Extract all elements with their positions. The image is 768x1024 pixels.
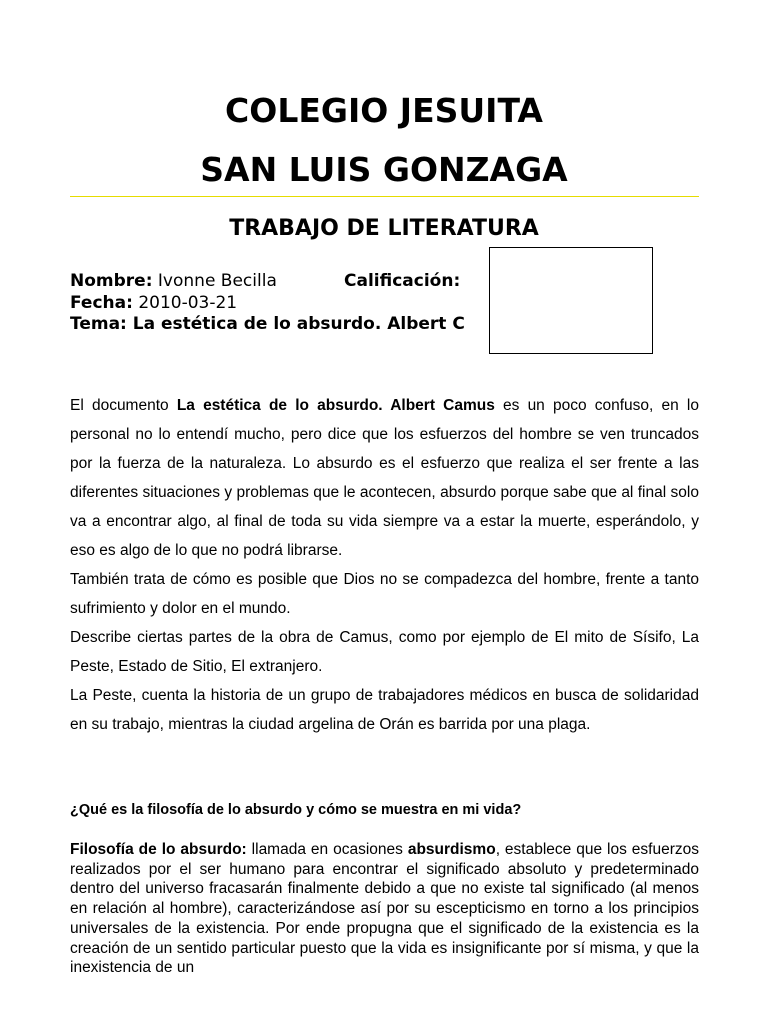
- grade-row: [344, 270, 460, 292]
- grade-box: [489, 247, 653, 354]
- section-question: ¿Qué es la filosofía de lo absurdo y cómo se muestra en mi vida?: [70, 802, 522, 818]
- philosophy-text-1: llamada en ocasiones: [246, 841, 408, 858]
- name-value: Ivonne Becilla: [157, 271, 277, 291]
- date-row: [70, 292, 237, 314]
- grade-label: Calificación:: [344, 271, 461, 291]
- topic-label: Tema:: [70, 314, 127, 334]
- date-label: Fecha:: [70, 293, 133, 313]
- date-value: 2010-03-21: [138, 293, 238, 313]
- paragraph-1-text: es un poco confuso, en lo personal no lo entendí mucho, pero dice que los esfuerzos del hombre se ven truncados por la fuerza de la naturaleza. Lo absurdo es el esfuerzo que realiza el ser frente a las diferentes situaciones y problemas que le acontecen, absurdo porque sabe que al final solo va a encontrar algo, al final de toda su vida siempre va a estar la muerte, esperándolo, y eso es algo de lo que no podrá librarse.: [70, 397, 699, 559]
- absurdism-term: absurdismo: [407, 841, 496, 858]
- paragraph-1: [70, 391, 699, 565]
- philosophy-text-2: , establece que los esfuerzos realizados por el ser humano para encontrar el significado absoluto y predeterminado dentro del universo fracasarán finalmente debido a que no existe tal significado (al menos en relación al hombre), caracterizándose así por su escepticismo en torno a los principios universales de la existencia. Por ende propugna que el significado de la existencia es la creación de un sentido particular puesto que la vida es insignificante por sí misma, y que la inexistencia de un: [70, 841, 699, 977]
- document-subject: TRABAJO DE LITERATURA: [229, 216, 539, 241]
- student-name-row: [70, 270, 277, 292]
- topic-value: La estética de lo absurdo. Albert C: [132, 314, 465, 334]
- paragraph-4: La Peste, cuenta la historia de un grupo de trabajadores médicos en busca de solidaridad en su trabajo, mientras la ciudad argelina de Orán es barrida por una plaga.: [70, 687, 699, 733]
- topic-row: [70, 313, 465, 335]
- name-label: Nombre:: [70, 271, 153, 291]
- document-title-ref: La estética de lo absurdo. Albert Camus: [176, 397, 495, 414]
- paragraph-2: También trata de cómo es posible que Dios no se compadezca del hombre, frente a tanto sufrimiento y dolor en el mundo.: [70, 571, 699, 617]
- philosophy-label: Filosofía de lo absurdo:: [70, 841, 247, 858]
- school-name-line2: SAN LUIS GONZAGA: [200, 150, 568, 189]
- philosophy-paragraph: [70, 840, 699, 978]
- paragraph-3: Describe ciertas partes de la obra de Camus, como por ejemplo de El mito de Sísifo, La Peste, Estado de Sitio, El extranjero.: [70, 629, 699, 675]
- header-divider: [70, 196, 699, 197]
- paragraph-1-intro: El documento: [70, 397, 177, 414]
- document-body: [70, 391, 699, 739]
- school-name-line1: COLEGIO JESUITA: [225, 91, 543, 130]
